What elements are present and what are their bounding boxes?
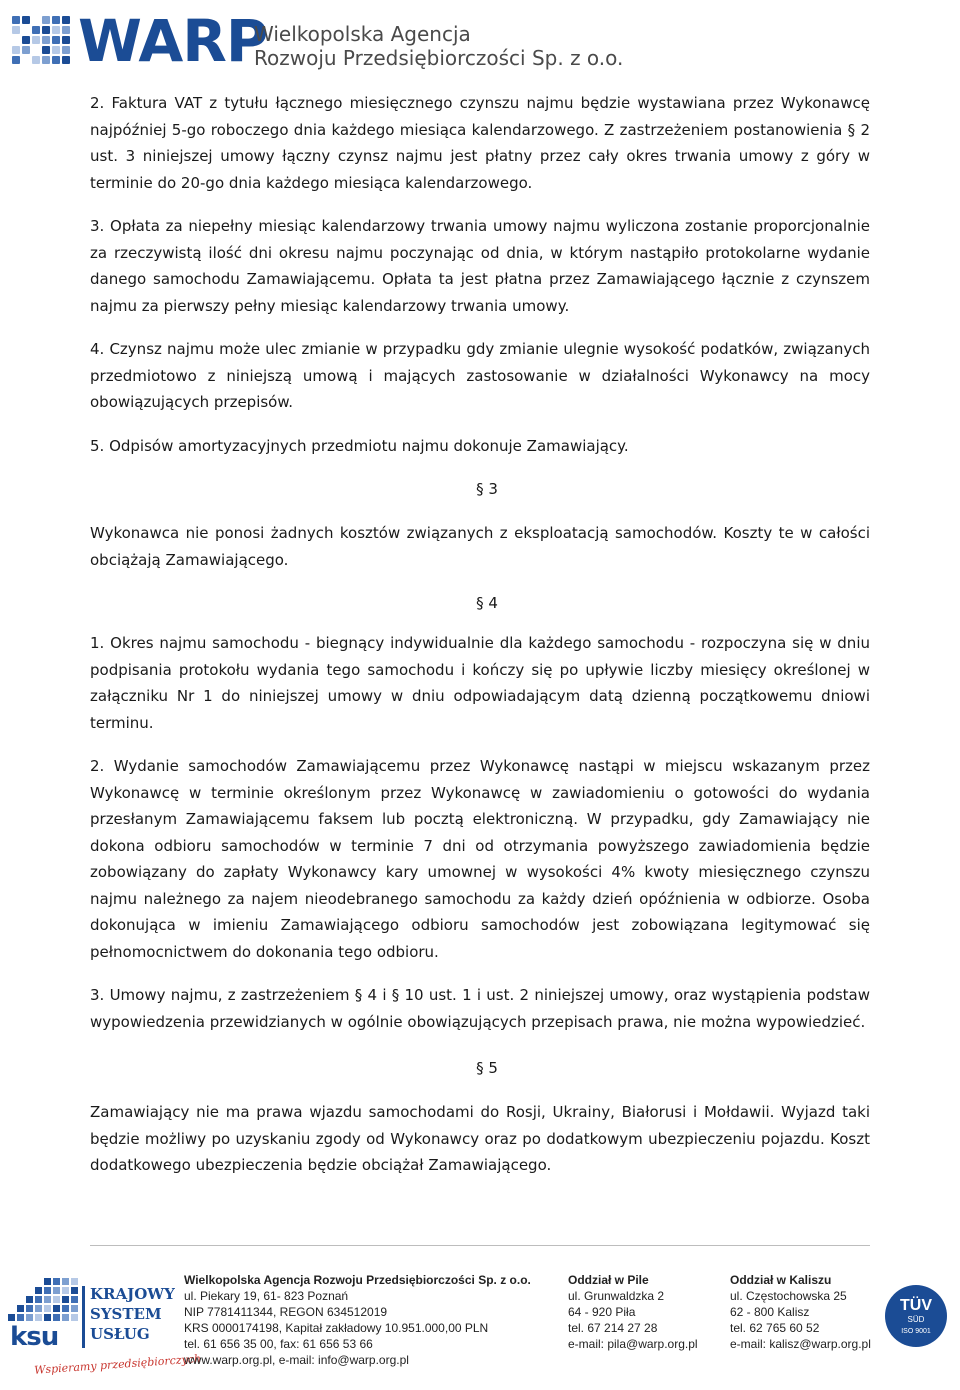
logo-mosaic-square (52, 36, 60, 44)
ksu-mosaic-square (62, 1305, 69, 1312)
tuv-certification-badge (885, 1285, 947, 1347)
ksu-mosaic-square (62, 1278, 69, 1285)
ksu-mosaic-square (53, 1296, 60, 1303)
logo-mosaic-square (52, 56, 60, 64)
logo-mosaic-square (12, 56, 20, 64)
logo-mosaic-square (52, 26, 60, 34)
tuv-line-3: ISO 9001 (901, 1328, 931, 1335)
ksu-mosaic-square (17, 1314, 24, 1321)
ksu-mosaic-square (8, 1314, 15, 1321)
footer-kalisz-title: Oddział w Kaliszu (730, 1273, 832, 1287)
ksu-mosaic-square (44, 1278, 51, 1285)
ksu-mosaic-square (62, 1287, 69, 1294)
paragraph-partial-month-fee: 3. Opłata za niepełny miesiąc kalendarzowy trwania umowy najmu wyliczona zostanie proporcjonalnie za rzeczywistą ilość dni okresu najmu poczynając od dnia, w którym nastąpiło protokolarne wydanie danego samochodu Zamawiającemu. Opłata ta jest płatna przez Zamawiającego łącznie z czynszem najmu za pierwszy pełny miesiąc kalendarzowy trwania umowy. (90, 217, 870, 315)
footer-pila-city: 64 - 920 Piła (568, 1305, 636, 1319)
logo-mosaic-square (52, 16, 60, 24)
logo-mosaic-square (62, 36, 70, 44)
ksu-mosaic-square (35, 1287, 42, 1294)
ksu-mosaic-square (71, 1287, 78, 1294)
footer-headquarters (184, 1272, 531, 1368)
logo-mosaic-square (52, 46, 60, 54)
ksu-mosaic-square (71, 1314, 78, 1321)
logo-mosaic-square (42, 36, 50, 44)
footer-hq-web: www.warp.org.pl, e-mail: info@warp.org.pl (184, 1353, 409, 1367)
footer-pila-email: e-mail: pila@warp.org.pl (568, 1337, 698, 1351)
ksu-line-2: SYSTEM (90, 1305, 162, 1323)
agency-name-line-2: Rozwoju Przedsiębiorczości Sp. z o.o. (254, 46, 624, 70)
logo-mosaic-square (12, 26, 20, 34)
ksu-logo (8, 1278, 202, 1378)
paragraph-termination: 3. Umowy najmu, z zastrzeżeniem § 4 i § 10 ust. 1 i ust. 2 niniejszej umowy, oraz wystąpienia podstaw wypowiedzenia przewidzianych w ogólnie obowiązujących przepisach prawa, nie można wypowiedzieć. (90, 986, 870, 1031)
ksu-mosaic-square (53, 1278, 60, 1285)
footer-branch-pila (568, 1272, 698, 1352)
section-heading-5: § 5 (476, 1059, 498, 1077)
agency-name-line-1: Wielkopolska Agencja (254, 22, 471, 46)
ksu-mosaic-square (53, 1305, 60, 1312)
warp-logo-text: WARP (78, 7, 268, 75)
tuv-line-1: TÜV (900, 1297, 932, 1314)
footer-hq-address: ul. Piekary 19, 61- 823 Poznań (184, 1289, 349, 1303)
logo-mosaic-square (42, 56, 50, 64)
logo-mosaic-square (42, 16, 50, 24)
paragraph-invoice: 2. Faktura VAT z tytułu łącznego miesięcznego czynszu najmu będzie wystawiana przez Wykonawcę najpóźniej 5-go roboczego dnia każdego miesiąca kalendarzowego. Z zastrzeżeniem postanowienia § 2 ust. 3 niniejszej umowy łączny czynsz najmu jest płatny przez cały okres trwania umowy z góry w terminie do 20-go dnia każdego miesiąca kalendarzowego. (90, 94, 870, 192)
document-header (0, 0, 960, 80)
ksu-full-name (90, 1284, 175, 1344)
paragraph-depreciation: 5. Odpisów amortyzacyjnych przedmiotu najmu dokonuje Zamawiający. (90, 436, 629, 455)
ksu-mosaic-square (71, 1305, 78, 1312)
ksu-mosaic-square (35, 1314, 42, 1321)
footer-kalisz-street: ul. Częstochowska 25 (730, 1289, 847, 1303)
footer-hq-nip: NIP 7781411344, REGON 634512019 (184, 1305, 388, 1319)
ksu-mosaic-square (62, 1314, 69, 1321)
logo-mosaic-square (62, 46, 70, 54)
ksu-mosaic-square (44, 1287, 51, 1294)
ksu-mosaic-square (17, 1305, 24, 1312)
logo-mosaic-square (12, 46, 20, 54)
tuv-line-2: SÜD (907, 1315, 925, 1324)
footer-hq-title: Wielkopolska Agencja Rozwoju Przedsiębiorczości Sp. z o.o. (184, 1273, 531, 1287)
footer-kalisz-city: 62 - 800 Kalisz (730, 1305, 810, 1319)
logo-mosaic-square (62, 56, 70, 64)
ksu-mosaic-square (35, 1296, 42, 1303)
ksu-mosaic-square (26, 1305, 33, 1312)
ksu-mosaic-square (44, 1296, 51, 1303)
paragraph-rent-change: 4. Czynsz najmu może ulec zmianie w przypadku gdy zmianie ulegnie wysokość podatków, związanych przedmiotowo z niniejszą umową i mających zastosowanie w działalności Wykonawcy na mocy obowiązujących przepisów. (90, 340, 870, 411)
logo-mosaic-square (62, 26, 70, 34)
logo-mosaic-square (42, 26, 50, 34)
logo-mosaic-square (22, 16, 30, 24)
footer-pila-title: Oddział w Pile (568, 1273, 649, 1287)
footer-kalisz-phone: tel. 62 765 60 52 (730, 1321, 820, 1335)
logo-mosaic-square (32, 36, 40, 44)
ksu-line-1: KRAJOWY (90, 1285, 175, 1303)
footer-pila-street: ul. Grunwaldzka 2 (568, 1289, 665, 1303)
ksu-line-3: USŁUG (90, 1325, 150, 1343)
ksu-tagline: Wspieramy przedsiębiorczych (33, 1352, 202, 1377)
logo-mosaic-square (62, 16, 70, 24)
ksu-divider-bar (82, 1286, 85, 1348)
footer-branch-kalisz (730, 1272, 871, 1352)
warp-logo-mosaic-icon (12, 16, 74, 68)
paragraph-travel-restriction: Zamawiający nie ma prawa wjazdu samochodami do Rosji, Ukrainy, Białorusi i Mołdawii. Wyjazd taki będzie możliwy po uzyskaniu zgody od Wykonawcy oraz po dodatkowym ubezpieczeniu pojazdu. Koszt dodatkowego ubezpieczenia będzie obciążał Zamawiającego. (90, 1103, 870, 1174)
logo-mosaic-square (32, 56, 40, 64)
footer-hq-phone: tel. 61 656 35 00, fax: 61 656 53 66 (184, 1337, 373, 1351)
paragraph-operating-costs: Wykonawca nie ponosi żadnych kosztów związanych z eksploatacją samochodów. Koszty te w całości obciążają Zamawiającego. (90, 524, 870, 569)
ksu-short-text: ksu (10, 1322, 59, 1352)
footer-kalisz-email: e-mail: kalisz@warp.org.pl (730, 1337, 871, 1351)
ksu-mosaic-square (44, 1314, 51, 1321)
logo-mosaic-square (22, 36, 30, 44)
ksu-mosaic-square (71, 1278, 78, 1285)
section-heading-3: § 3 (476, 480, 498, 498)
paragraph-rental-period: 1. Okres najmu samochodu - biegnący indywidualnie dla każdego samochodu - rozpoczyna się w dniu podpisania protokołu wydania tego samochodu i kończy się po upływie liczby miesięcy określonej w załączniku Nr 1 do niniejszej umowy w dniu odpowiadającym datą dzienną początkowemu dniowi terminu. (90, 634, 870, 732)
ksu-mosaic-square (35, 1305, 42, 1312)
footer-pila-phone: tel. 67 214 27 28 (568, 1321, 658, 1335)
ksu-mosaic-square (53, 1314, 60, 1321)
logo-mosaic-square (32, 26, 40, 34)
agency-name (254, 22, 623, 70)
logo-mosaic-square (42, 46, 50, 54)
ksu-mosaic-square (62, 1296, 69, 1303)
section-heading-4: § 4 (476, 594, 498, 612)
ksu-mosaic-square (26, 1296, 33, 1303)
document-body (90, 90, 870, 1196)
paragraph-vehicle-delivery: 2. Wydanie samochodów Zamawiającemu przez Wykonawcę nastąpi w miejscu wskazanym przez Wykonawcę w terminie określonym przez Wykonawcę w zawiadomieniu o gotowości do wydania przesłanym Zamawiającemu faksem lub pocztą elektroniczną. W przypadku, gdy Zamawiający nie dokona odbioru samochodów w terminie 7 dni od otrzymania powyższego zawiadomienia będzie zobowiązany do zapłaty Wykonawcy kary umownej w wysokości 4% kwoty miesięcznego czynszu najmu należnego za najem nieodebranego samochodu za każdy dzień opóźnienia w odbiorze. Osoba dokonująca w imieniu Zamawiającego odbioru samochodów jest zobowiązana legitymować się pełnomocnictwem do dokonania tego odbioru. (90, 757, 870, 961)
footer-divider (90, 1245, 870, 1246)
ksu-mosaic-square (44, 1305, 51, 1312)
footer-hq-krs: KRS 0000174198, Kapitał zakładowy 10.951.000,00 PLN (184, 1321, 489, 1335)
ksu-mosaic-icon (8, 1278, 82, 1322)
logo-mosaic-square (12, 16, 20, 24)
ksu-mosaic-square (71, 1296, 78, 1303)
ksu-mosaic-square (26, 1314, 33, 1321)
ksu-mosaic-square (53, 1287, 60, 1294)
logo-mosaic-square (22, 46, 30, 54)
